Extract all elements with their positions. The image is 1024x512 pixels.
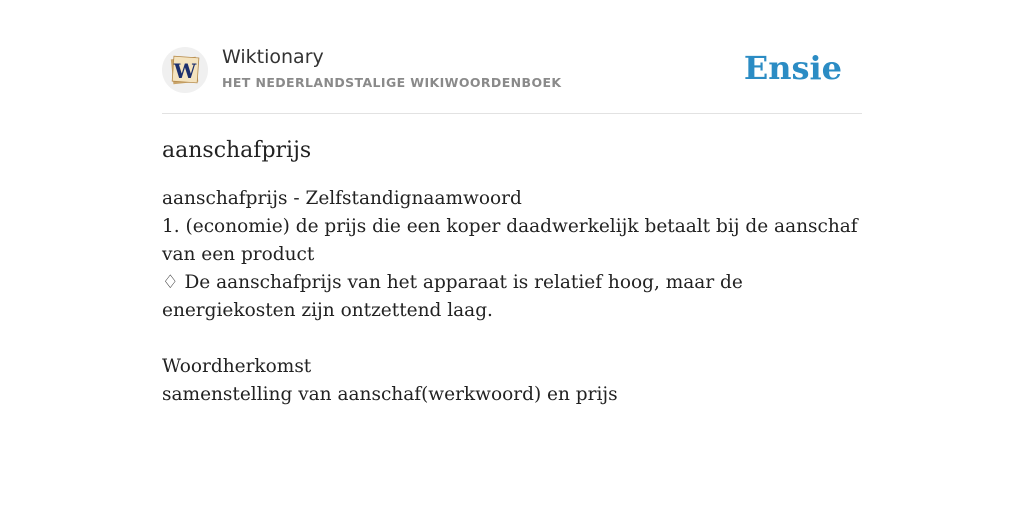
etymology-heading: Woordherkomst (162, 356, 312, 377)
source-subtitle: HET NEDERLANDSTALIGE WIKIWOORDENBOEK (222, 75, 562, 90)
source-name[interactable]: Wiktionary (222, 46, 324, 68)
logo-letter: W (173, 59, 197, 83)
definition: 1. (economie) de prijs die een koper daadwerkelijk betaalt bij de aanschaf van een product (162, 216, 858, 265)
entry-card (162, 44, 862, 409)
word-class: aanschafprijs - Zelfstandignaamwoord (162, 188, 522, 209)
entry-content (162, 185, 862, 409)
example-sentence: ♢ De aanschafprijs van het apparaat is relatief hoog, maar de energiekosten zijn ontzettend laag. (162, 272, 743, 321)
spacer (162, 325, 862, 353)
source-header (162, 44, 862, 114)
wiktionary-logo-icon (162, 47, 208, 93)
page-title: aanschafprijs (162, 138, 312, 163)
etymology-text: samenstelling van aanschaf(werkwoord) en prijs (162, 384, 618, 405)
brand-logo[interactable]: Ensie (743, 49, 842, 87)
